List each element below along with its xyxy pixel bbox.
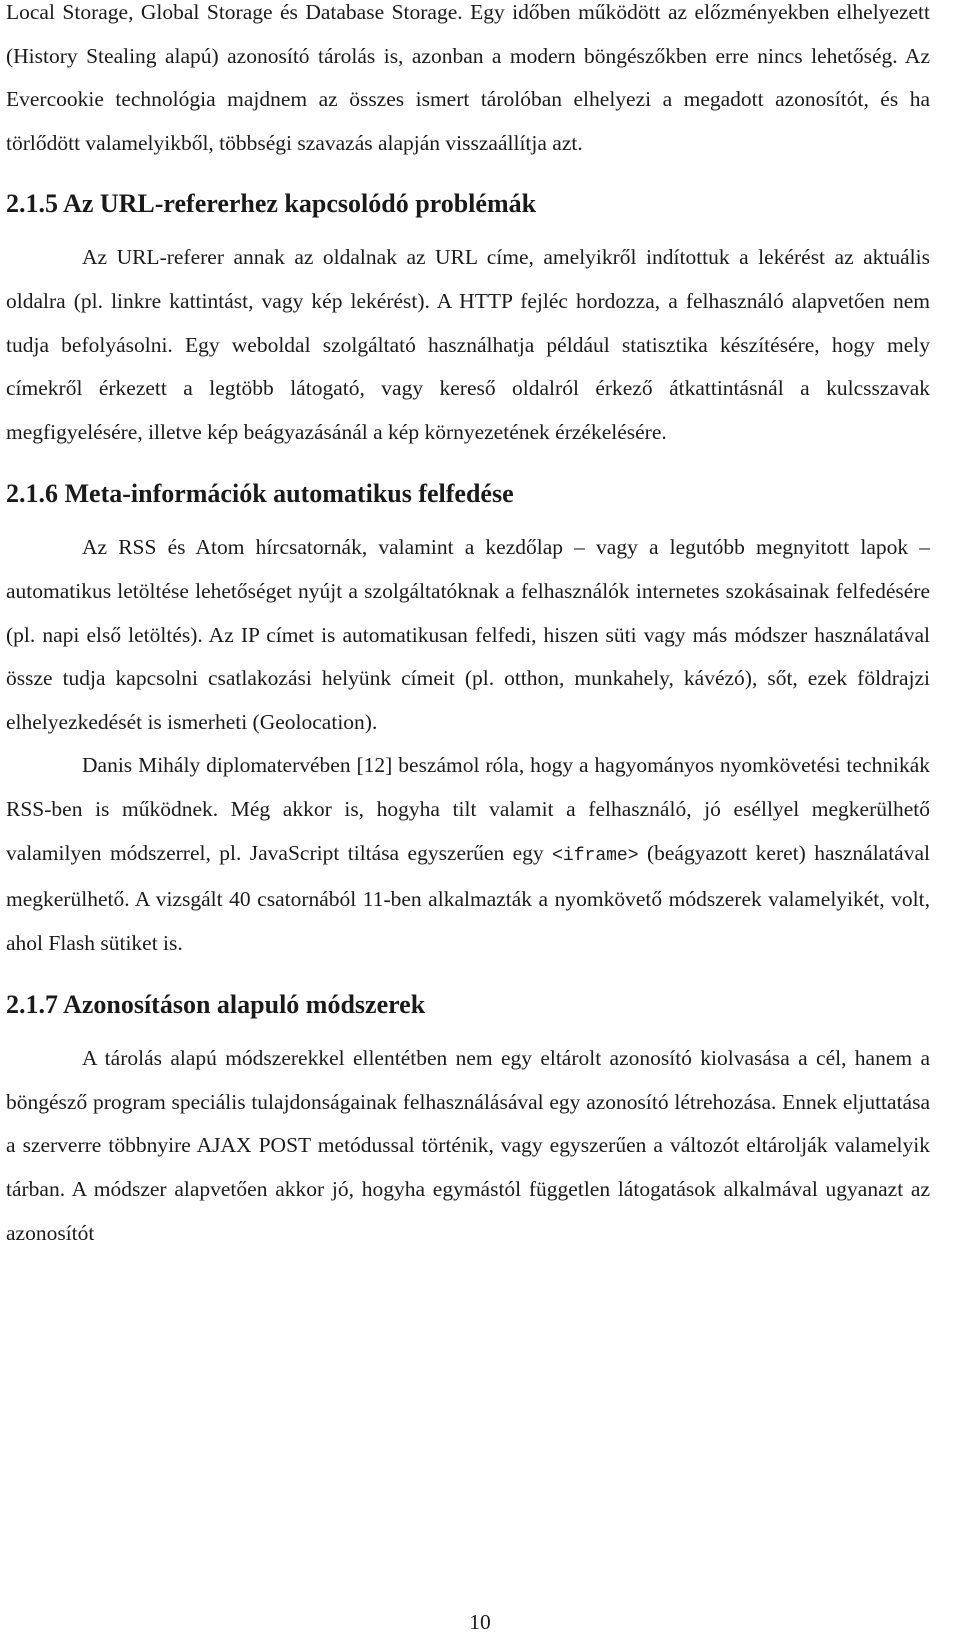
paragraph-2-text-after-code: (beágyazott keret) használatával megkerülhető. A vizsgált 40 csatornából 11-ben alkalmazták a nyomkövető módszerek valamelyikét, volt, ahol Flash sütiket is.	[6, 840, 930, 955]
section-2-1-6-paragraph-2	[6, 744, 930, 965]
iframe-code-snippet: <iframe>	[552, 845, 639, 866]
section-heading-2-1-5: 2.1.5 Az URL-refererhez kapcsolódó problémák	[6, 189, 537, 219]
section-2-1-5-paragraph: Az URL-referer annak az oldalnak az URL címe, amelyikről indítottuk a lekérést az aktuális oldalra (pl. linkre kattintást, vagy kép lekérést). A HTTP fejléc hordozza, a felhasználó alapvetően nem tudja befolyásolni. Egy weboldal szolgáltató használhatja például statisztika készítésére, hogy mely címekről érkezett a legtöbb látogató, vagy kereső oldalról érkező átkattintásnál a kulcsszavak megfigyelésére, illetve kép beágyazásánál a kép környezetének érzékelésére.	[6, 245, 930, 444]
paragraph-2-text-before-code: Danis Mihály diplomatervében [12] beszámol róla, hogy a hagyományos nyomkövetési technikák RSS-ben is működnek. Még akkor is, hogyha tilt valamit a felhasználó, jó eséllyel megkerülhető valamilyen módszerrel, pl. JavaScript tiltása egyszerűen egy	[6, 753, 930, 865]
intro-paragraph	[6, 0, 930, 165]
section-heading-2-1-7: 2.1.7 Azonosításon alapuló módszerek	[6, 990, 426, 1020]
section-2-1-6-paragraph-1: Az RSS és Atom hírcsatornák, valamint a kezdőlap – vagy a legutóbb megnyitott lapok – automatikus letöltése lehetőséget nyújt a szolgáltatóknak a felhasználók internetes szokásainak felfedésére (pl. napi első letöltés). Az IP címet is automatikusan felfedi, hiszen süti vagy más módszer használatával össze tudja kapcsolni csatlakozási helyünk címeit (pl. otthon, munkahely, kávézó), sőt, ezek földrajzi elhelyezkedését is ismerheti (Geolocation).	[6, 535, 930, 734]
intro-text-part-a: Local Storage, Global Storage és Database Storage. Egy időben működött az előzményekben elhelyezett (History Stealing alapú) azonosító tárolás is, azonban a modern böngészőkben erre nincs lehetőség.	[6, 0, 930, 68]
section-heading-2-1-6: 2.1.6 Meta-információk automatikus felfedése	[6, 479, 514, 509]
page-number: 10	[469, 1610, 491, 1634]
intro-text-part-b: Az Evercookie technológia majdnem az összes ismert tárolóban elhelyezi a megadott azonosítót, és ha törlődött valamelyikből, többségi szavazás alapján visszaállítja azt.	[6, 43, 930, 155]
document-page	[6, 0, 930, 1255]
section-2-1-7-paragraph: A tárolás alapú módszerekkel ellentétben nem egy eltárolt azonosító kiolvasása a cél, hanem a böngésző program speciális tulajdonságainak felhasználásával egy azonosító létrehozása. Ennek eljuttatása a szerverre többnyire AJAX POST metódussal történik, vagy egyszerűen a változót eltárolják valamelyik tárban. A módszer alapvetően akkor jó, hogyha egymástól független látogatások alkalmával ugyanazt az azonosítót	[6, 1046, 930, 1245]
